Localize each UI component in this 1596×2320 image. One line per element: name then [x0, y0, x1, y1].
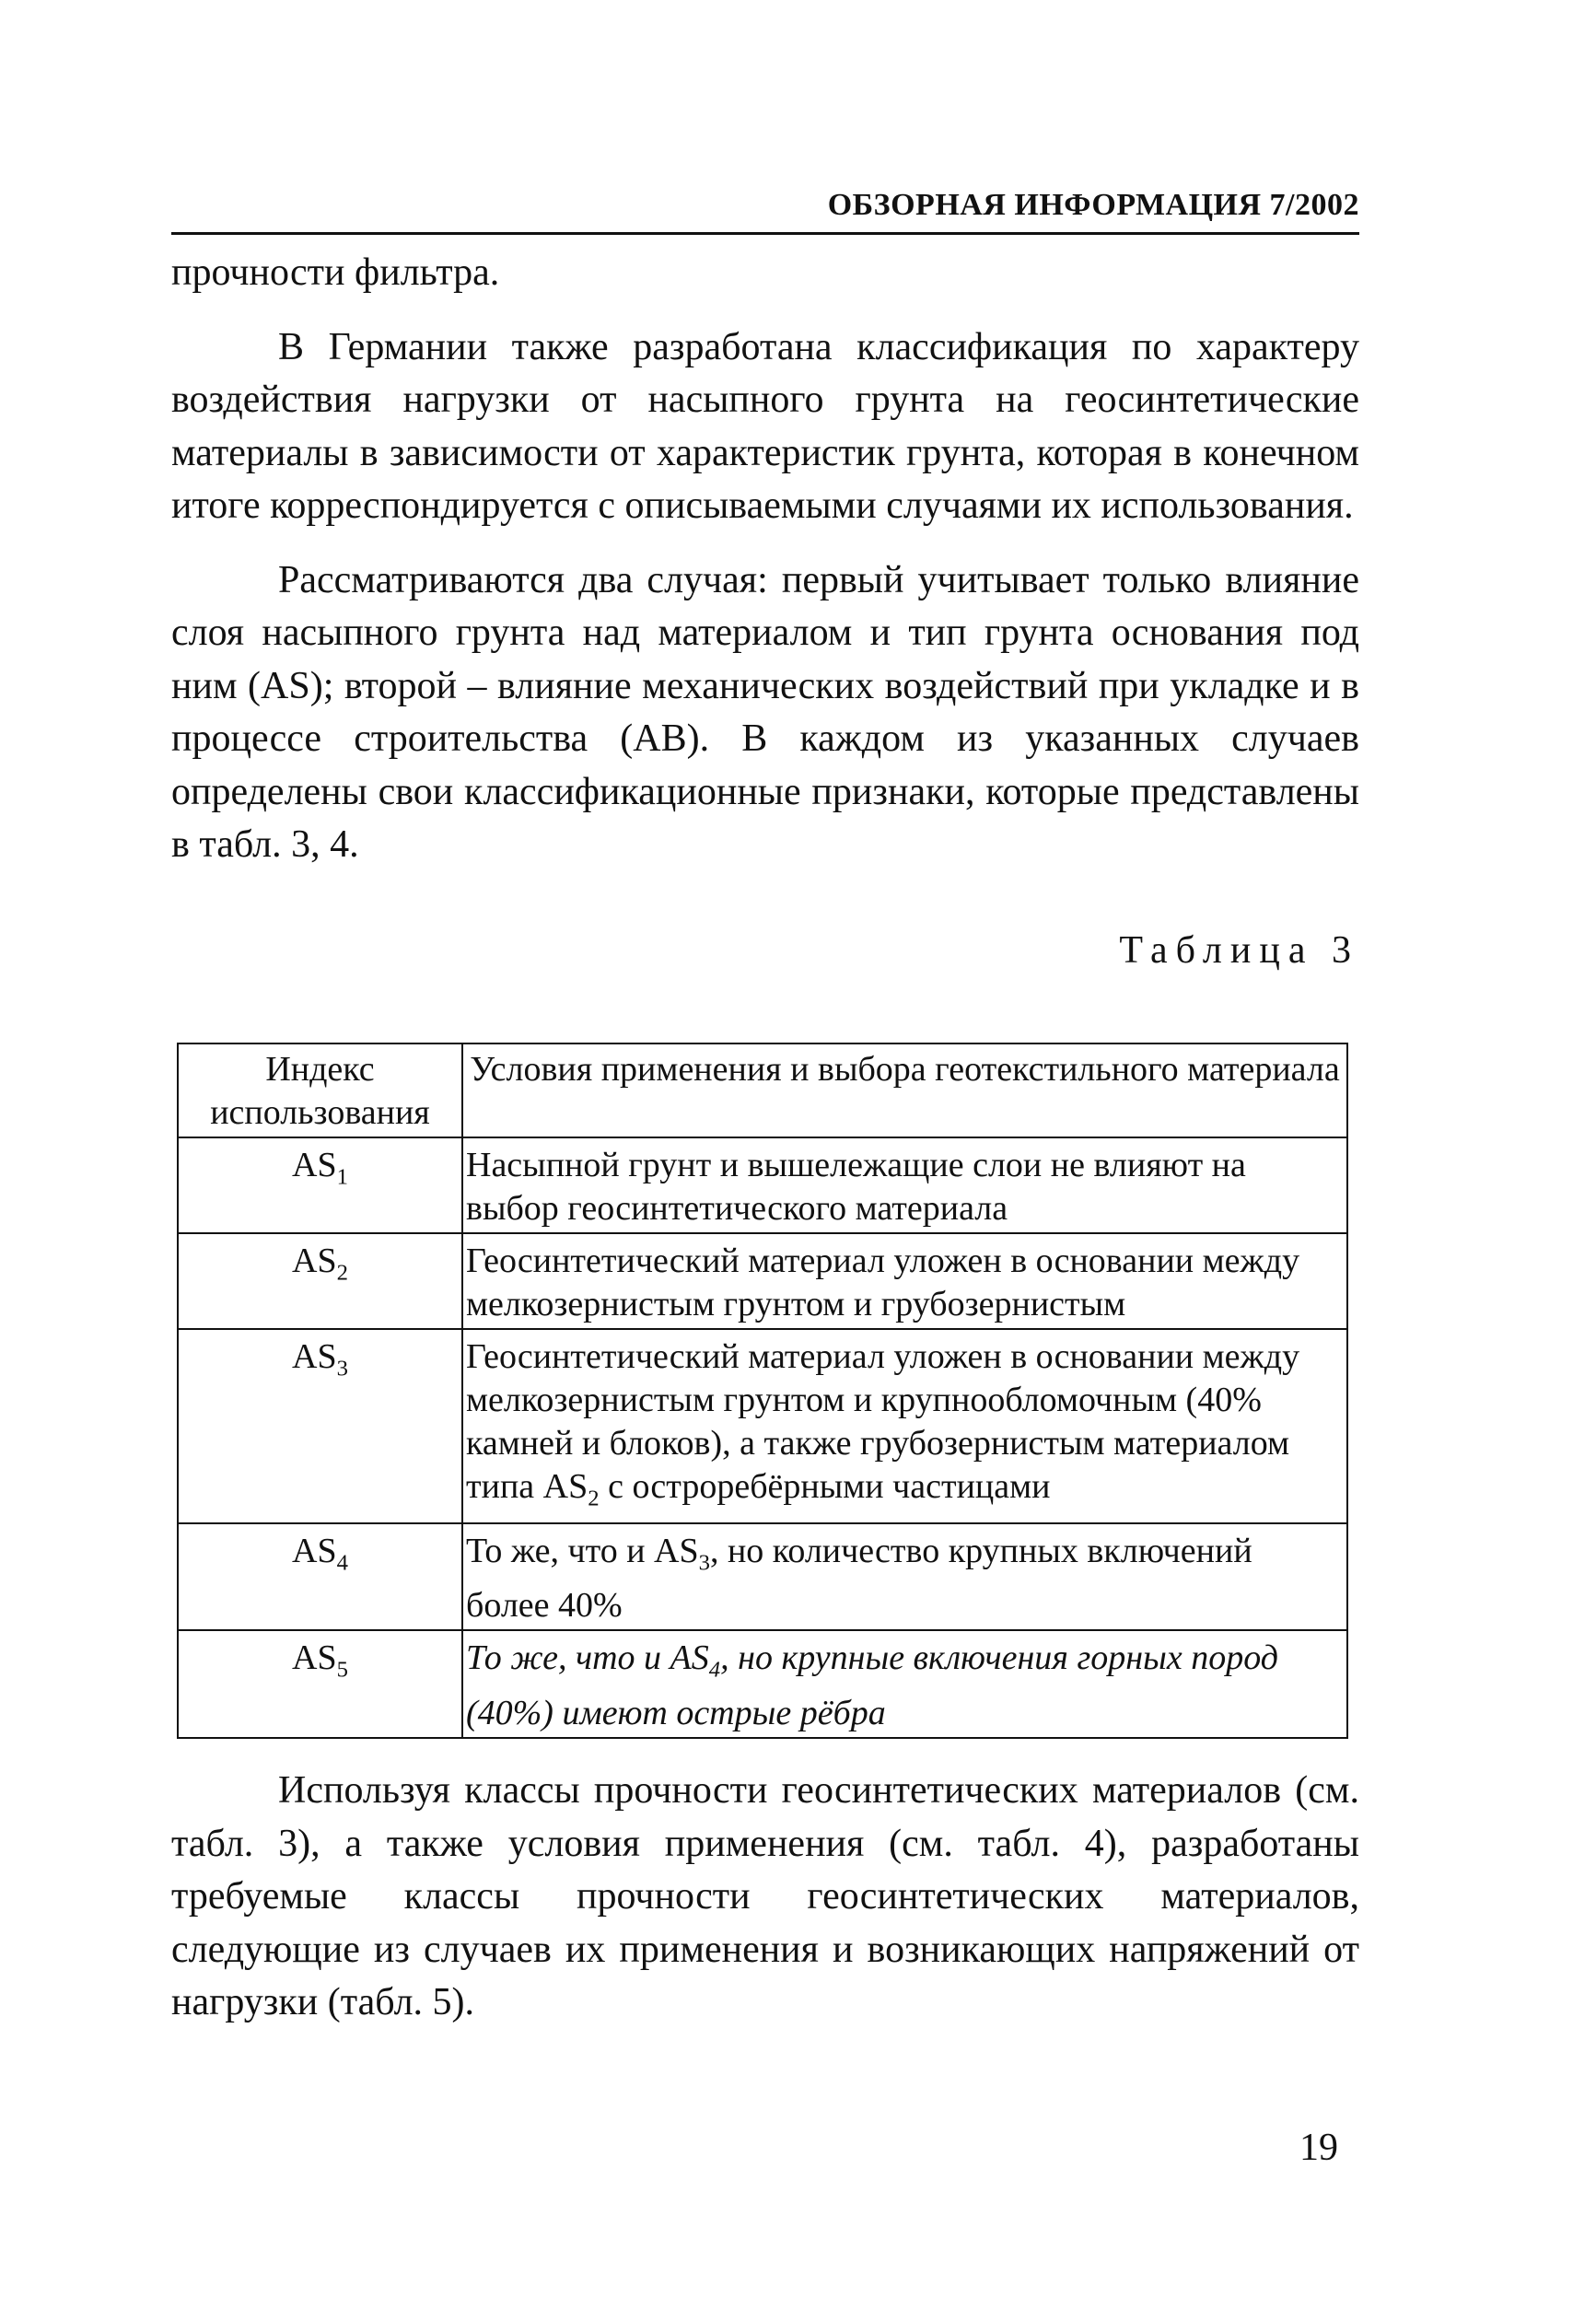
table-row: [178, 1329, 1347, 1523]
table-row: [178, 1233, 1347, 1329]
table-row: [178, 1523, 1347, 1631]
paragraph-two-cases: Рассматриваются два случая: первый учитывает только влияние слоя насыпного грунта над материалом и тип грунта основания под ним (AS); второй – влияние механических воздействий при укладке и в процессе строительства (AB). В каждом из указанных случаев определены свои классификационные признаки, которые представлены в табл. 3, 4.: [171, 558, 1359, 866]
index-cell: $AS_4$: [178, 1523, 462, 1631]
usage-conditions-table: [177, 1043, 1348, 1739]
paragraph-strength-classes: Используя классы прочности геосинтетических материалов (см. табл. 3), а также условия применения (см. табл. 4), разработаны требуемые классы прочности геосинтетических материалов, следующие из случаев их применения и возникающих напряжений от нагрузки (табл. 5).: [171, 1769, 1359, 2023]
header-title: ОБЗОРНАЯ ИНФОРМАЦИЯ 7/2002: [827, 188, 1359, 222]
column-header-conditions: Условия применения и выбора геотекстильного материала: [462, 1043, 1347, 1137]
condition-cell: То же, что и $AS_4$, но крупные включения горных пород (40%) имеют острые рёбра: [462, 1630, 1347, 1738]
table-caption: Таблица 3: [1119, 929, 1359, 972]
column-header-index: Индекс использования: [178, 1043, 462, 1137]
table-row: [178, 1137, 1347, 1233]
table-row: [178, 1630, 1347, 1738]
running-header: [171, 184, 1359, 235]
body-text-top: [171, 247, 1359, 872]
index-cell: $AS_5$: [178, 1630, 462, 1738]
index-cell: $AS_2$: [178, 1233, 462, 1329]
paragraph-classification: В Германии также разработана классификация по характеру воздействия нагрузки от насыпного грунта на геосинтетические материалы в зависимости от характеристик грунта, которая в конечном итоге корреспондируется с описываемыми случаями их использования.: [171, 325, 1359, 527]
condition-cell: Геосинтетический материал уложен в основании между мелкозернистым грунтом и грубозернистым: [462, 1233, 1347, 1329]
page-number: 19: [1299, 2127, 1338, 2169]
index-cell: $AS_3$: [178, 1329, 462, 1523]
condition-cell: Насыпной грунт и вышележащие слои не влияют на выбор геосинтетического материала: [462, 1137, 1347, 1233]
condition-cell: Геосинтетический материал уложен в основании между мелкозернистым грунтом и крупнообломочным (40% камней и блоков), а также грубозернистым материалом типа $AS_2$ с остроребёрными частицами: [462, 1329, 1347, 1523]
table-header-row: [178, 1043, 1347, 1137]
paragraph-continuation: прочности фильтра.: [171, 251, 500, 294]
body-text-bottom: [171, 1765, 1359, 2030]
condition-cell: То же, что и $AS_3$, но количество крупных включений более 40%: [462, 1523, 1347, 1631]
index-cell: $AS_1$: [178, 1137, 462, 1233]
